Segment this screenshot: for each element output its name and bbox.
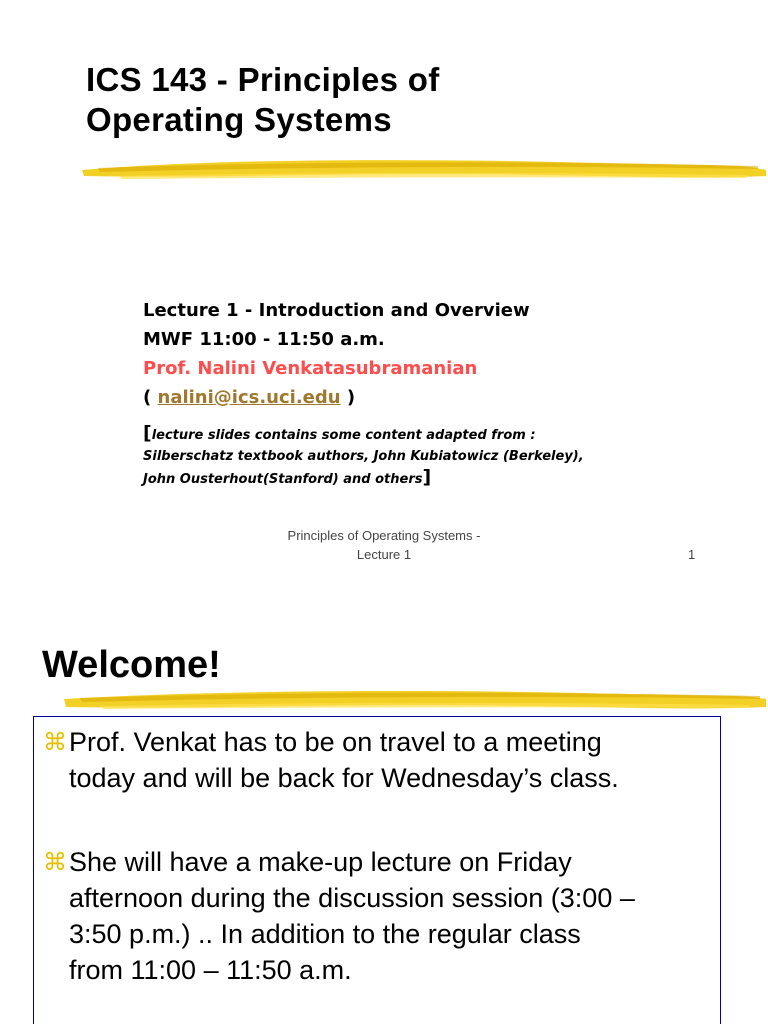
command-key-icon: ⌘	[43, 728, 67, 756]
bullet-2-line-1: She will have a make-up lecture on Friday	[69, 847, 572, 877]
bullet-text-2	[43, 844, 703, 988]
bullet-2-line-2: afternoon during the discussion session (3:00 –	[69, 883, 635, 913]
bullet-1-line-1: Prof. Venkat has to be on travel to a meeting	[69, 727, 602, 757]
bullet-item-1	[43, 724, 703, 796]
credits-text-1: lecture slides contains some content adapted from :	[151, 428, 536, 443]
credits-text-3: John Ousterhout(Stanford) and others	[143, 472, 423, 487]
credits-line-3	[143, 467, 703, 490]
slide-footer	[256, 526, 512, 564]
command-key-icon: ⌘	[43, 848, 67, 876]
email-link[interactable]: nalini@ics.uci.edu	[157, 387, 341, 408]
slide-2	[0, 605, 768, 1024]
bullet-item-2	[43, 844, 703, 988]
schedule: MWF 11:00 - 11:50 a.m.	[143, 329, 385, 350]
bullet-text-1	[43, 724, 703, 796]
footer-line-1: Principles of Operating Systems -	[287, 528, 481, 543]
brush-stroke-divider-icon	[60, 683, 768, 717]
lecture-info	[143, 296, 743, 412]
email-open-paren: (	[143, 387, 158, 408]
credits-close-bracket: ]	[422, 466, 432, 488]
brush-stroke-divider-icon	[78, 150, 768, 186]
bullet-2-line-3: 3:50 p.m.) .. In addition to the regular class	[69, 919, 581, 949]
lecture-title: Lecture 1 - Introduction and Overview	[143, 300, 530, 321]
bullet-2-line-4: from 11:00 – 11:50 a.m.	[69, 955, 352, 985]
title-line-2: Operating Systems	[86, 101, 392, 138]
slide-2-title: Welcome!	[42, 644, 221, 686]
credits-open-bracket: [	[143, 422, 152, 444]
email-line	[143, 383, 743, 412]
credits-line-2: Silberschatz textbook authors, John Kubiatowicz (Berkeley),	[143, 449, 584, 464]
slide-1-title	[86, 60, 440, 140]
email-close-paren: )	[340, 387, 356, 408]
slide-number: 1	[688, 547, 696, 562]
credits-line-1	[143, 423, 703, 446]
content-box	[33, 716, 721, 1024]
bullet-1-line-2: today and will be back for Wednesday’s class.	[69, 763, 619, 793]
footer-line-2: Lecture 1	[356, 547, 412, 562]
title-line-1: ICS 143 - Principles of	[86, 61, 440, 98]
presenter-name: Prof. Nalini Venkatasubramanian	[143, 358, 478, 379]
credits-note	[143, 423, 703, 490]
